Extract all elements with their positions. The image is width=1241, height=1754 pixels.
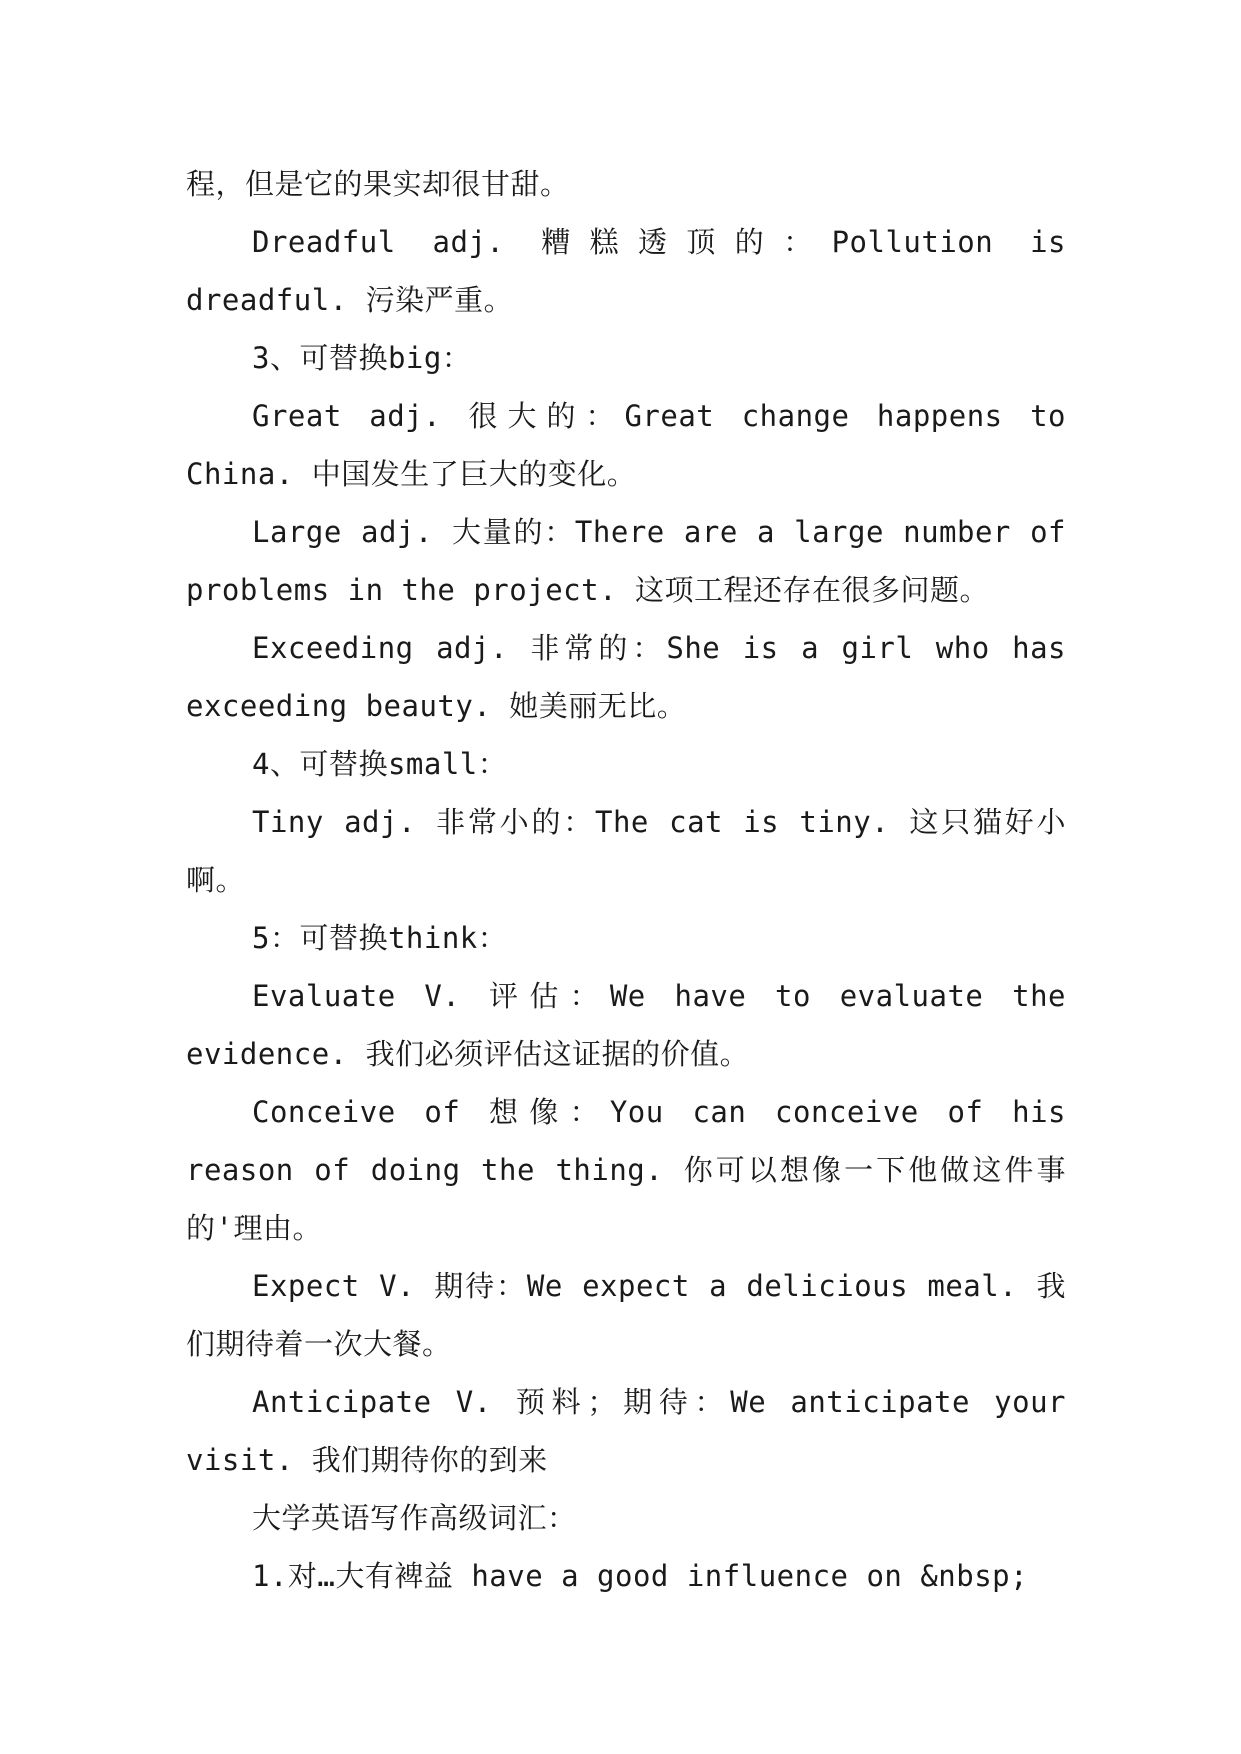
paragraph-expect: Expect V. 期待：We expect a delicious meal. 我们期待着一次大餐。 [186,1269,1066,1361]
paragraph-tiny: Tiny adj. 非常小的：The cat is tiny. 这只猫好小啊。 [186,805,1066,897]
heading-replace-small: 4、可替换small： [252,747,508,781]
paragraph-dreadful: Dreadful adj. 糟糕透顶的：Pollution is dreadful. 污染严重。 [186,225,1066,317]
paragraph-list-item-1: 1.对…大有裨益 have a good influence on &nbsp; [252,1559,1029,1593]
paragraph-conceive: Conceive of 想像：You can conceive of his reason of doing the thing. 你可以想像一下他做这件事的'理由。 [186,1095,1066,1245]
paragraph-evaluate: Evaluate V. 评估：We have to evaluate the evidence. 我们必须评估这证据的价值。 [186,979,1066,1071]
paragraph-great: Great adj. 很大的：Great change happens to China. 中国发生了巨大的变化。 [186,399,1066,491]
document-body [186,155,1066,1605]
paragraph-anticipate: Anticipate V. 预料；期待：We anticipate your visit. 我们期待你的到来 [186,1385,1066,1477]
heading-advanced-vocabulary: 大学英语写作高级词汇： [252,1501,577,1535]
paragraph-large: Large adj. 大量的：There are a large number of problems in the project. 这项工程还存在很多问题。 [186,515,1066,607]
heading-replace-big: 3、可替换big： [252,341,472,375]
heading-replace-think: 5：可替换think： [252,921,508,955]
paragraph-exceeding: Exceeding adj. 非常的：She is a girl who has exceeding beauty. 她美丽无比。 [186,631,1066,723]
paragraph-continuation: 程，但是它的果实却很甘甜。 [186,167,570,201]
